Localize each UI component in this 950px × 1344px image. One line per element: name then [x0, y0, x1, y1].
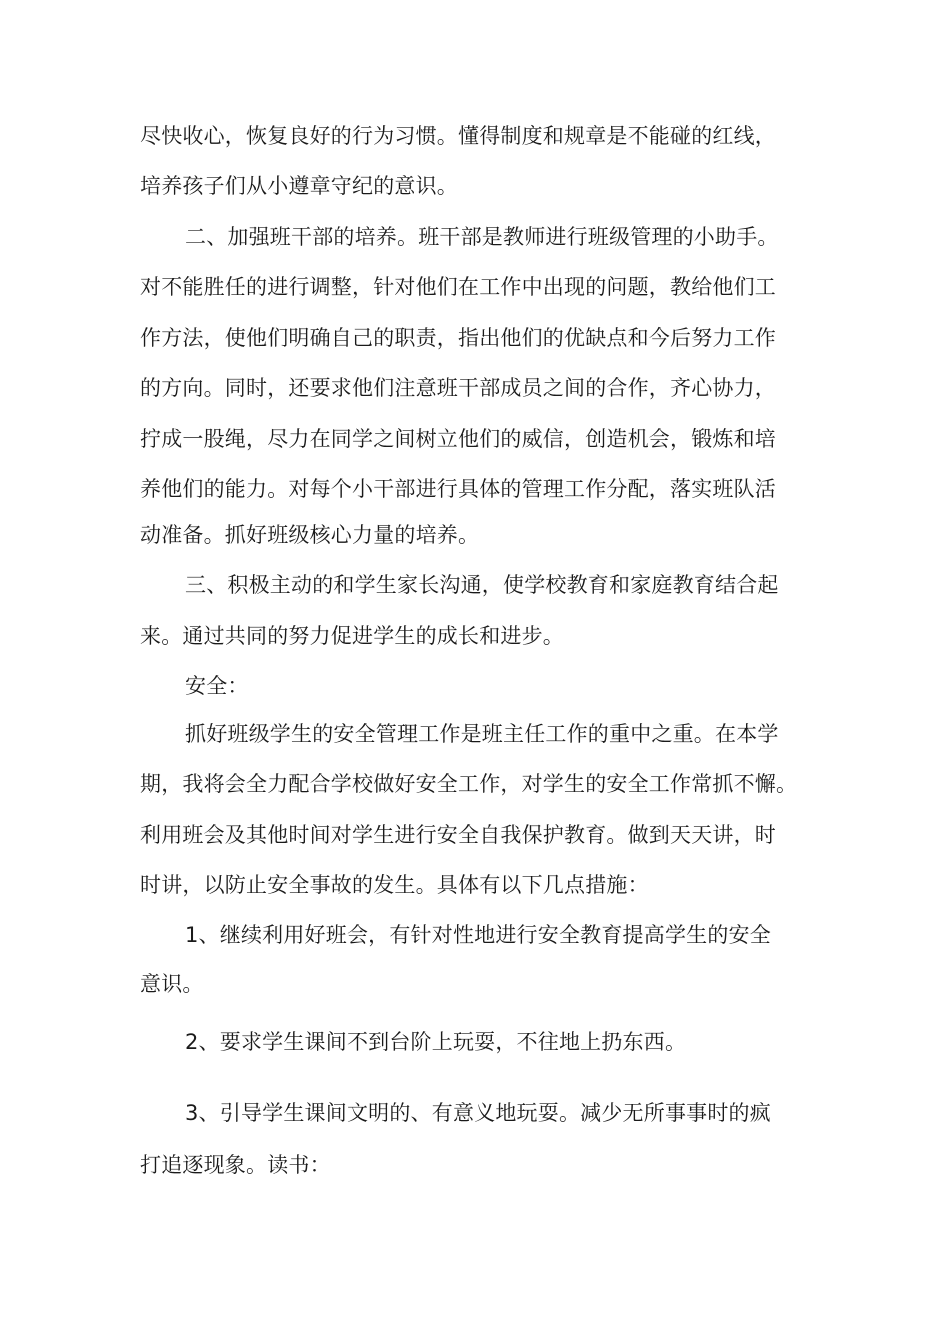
paragraph-line: 拧成一股绳，尽力在同学之间树立他们的威信，创造机会，锻炼和培	[140, 427, 776, 451]
list-item: 3、引导学生课间文明的、有意义地玩耍。减少无所事事时的疯	[185, 1101, 771, 1125]
paragraph-line: 尽快收心，恢复良好的行为习惯。懂得制度和规章是不能碰的红线，	[140, 124, 776, 148]
paragraph-line: 意识。	[140, 972, 204, 996]
paragraph-line: 利用班会及其他时间对学生进行安全自我保护教育。做到天天讲，时	[140, 823, 776, 847]
paragraph-line: 三、积极主动的和学生家长沟通，使学校教育和家庭教育结合起	[185, 573, 779, 597]
section-heading: 安全：	[185, 674, 249, 698]
paragraph-line: 打追逐现象。读书：	[140, 1153, 331, 1177]
list-item: 2、要求学生课间不到台阶上玩耍，不往地上扔东西。	[185, 1030, 687, 1054]
paragraph-line: 培养孩子们从小遵章守纪的意识。	[140, 174, 458, 198]
paragraph-line: 动准备。抓好班级核心力量的培养。	[140, 523, 480, 547]
paragraph-line: 来。通过共同的努力促进学生的成长和进步。	[140, 624, 564, 648]
paragraph-line: 对不能胜任的进行调整，针对他们在工作中出现的问题，教给他们工	[140, 275, 776, 299]
paragraph-line: 养他们的能力。对每个小干部进行具体的管理工作分配，落实班队活	[140, 477, 776, 501]
paragraph-line: 作方法，使他们明确自己的职责，指出他们的优缺点和今后努力工作	[140, 326, 776, 350]
list-item: 1、继续利用好班会，有针对性地进行安全教育提高学生的安全	[185, 923, 771, 947]
paragraph-line: 二、加强班干部的培养。班干部是教师进行班级管理的小助手。	[185, 225, 779, 249]
paragraph-line: 抓好班级学生的安全管理工作是班主任工作的重中之重。在本学	[185, 722, 779, 746]
paragraph-line: 时讲，以防止安全事故的发生。具体有以下几点措施：	[140, 873, 649, 897]
paragraph-line: 的方向。同时，还要求他们注意班干部成员之间的合作，齐心协力，	[140, 376, 776, 400]
paragraph-line: 期，我将会全力配合学校做好安全工作，对学生的安全工作常抓不懈。	[140, 772, 798, 796]
